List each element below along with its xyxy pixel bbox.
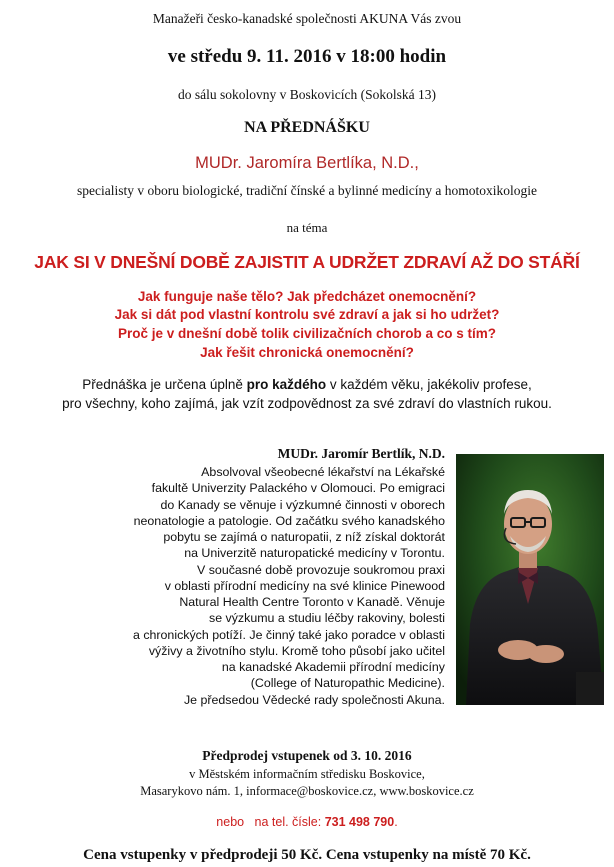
speaker-bio — [60, 446, 445, 708]
bio-line: pobytu se zajímá o naturopatii, z níž získal doktorát — [163, 530, 445, 544]
bio-line: na kanadské Akademii přírodní medicíny — [221, 660, 445, 674]
ticket-prices: Cena vstupenky v předprodeji 50 Kč. Cena vstupenky na místě 70 Kč. — [83, 847, 531, 863]
topic-label: na téma — [286, 220, 328, 235]
bio-line: Natural Health Centre Toronto v Kanadě. Věnuje — [179, 595, 445, 609]
bio-line: v oblasti přírodní medicíny na své klinice Pinewood — [164, 578, 445, 593]
topic-question: Jak funguje naše tělo? Jak předcházet onemocnění? — [137, 289, 477, 304]
ticket-presale-title: Předprodej vstupenek od 3. 10. 2016 — [202, 748, 412, 763]
speaker-photo — [456, 454, 604, 705]
audience-emphasis: pro každého — [246, 377, 327, 392]
bio-line: výživy a životního stylu. Kromě toho působí jako učitel — [148, 643, 445, 658]
invitation-intro: Manažeři česko-kanadské společnosti AKUNA Vás zvou — [152, 11, 462, 26]
lecture-heading: NA PŘEDNÁŠKU — [244, 119, 370, 136]
ticket-location: v Městském informačním středisku Boskovice, — [189, 767, 425, 781]
ticket-phone: nebo na tel. čísle: 731 498 790. — [216, 815, 398, 829]
bio-line: Absolvoval všeobecné lékařství na Lékařské — [201, 465, 445, 479]
audience-line: Přednáška je určena úplně pro každého v každém věku, jakékoliv profese, — [82, 377, 532, 392]
topic-question: Proč je v dnešní době tolik civilizačních chorob a co s tím? — [117, 326, 497, 341]
speaker-name: MUDr. Jaromíra Bertlíka, N.D., — [195, 154, 419, 172]
topic-question: Jak řešit chronická onemocnění? — [200, 345, 414, 360]
speaker-specialty: specialisty v oboru biologické, tradiční čínské a bylinné medicíny a homotoxikologie — [76, 183, 538, 198]
event-venue: do sálu sokolovny v Boskovicích (Sokolská 13) — [178, 87, 436, 102]
phone-number: 731 498 790 — [324, 815, 395, 829]
bio-line: fakultě Univerzity Palackého v Olomouci. Po emigraci — [151, 481, 445, 496]
bio-line: se výzkumu a studiu léčby rakoviny, bolesti — [209, 611, 445, 626]
bio-line: a chronických potíží. Je činný také jako poradce v oblasti — [133, 627, 445, 642]
ticket-contact: Masarykovo nám. 1, informace@boskovice.cz, www.boskovice.cz — [140, 784, 474, 798]
event-date: ve středu 9. 11. 2016 v 18:00 hodin — [167, 46, 447, 67]
audience-line: pro všechny, koho zajímá, jak vzít zodpovědnost za své zdraví do vlastních rukou. — [62, 396, 552, 411]
bio-name: MUDr. Jaromír Bertlík, N.D. — [277, 446, 445, 461]
bio-line: do Kanady se věnuje i výzkumné činnosti v oborech — [160, 497, 445, 512]
bio-line: V současné době provozuje soukromou praxi — [197, 562, 445, 577]
topic-question: Jak si dát pod vlastní kontrolu své zdraví a jak si ho udržet? — [114, 307, 500, 322]
bio-line: (College of Naturopathic Medicine). — [250, 676, 445, 691]
bio-line: na Univerzitě naturopatické medicíny v Torontu. — [184, 546, 445, 561]
lecture-topic: JAK SI V DNEŠNÍ DOBĚ ZAJISTIT A UDRŽET ZDRAVÍ AŽ DO STÁŘÍ — [34, 252, 580, 272]
bio-line: neonatologie a patologie. Od začátku svého kanadského — [133, 513, 445, 528]
bio-line: Je předsedou Vědecké rady společnosti Akuna. — [183, 692, 445, 707]
